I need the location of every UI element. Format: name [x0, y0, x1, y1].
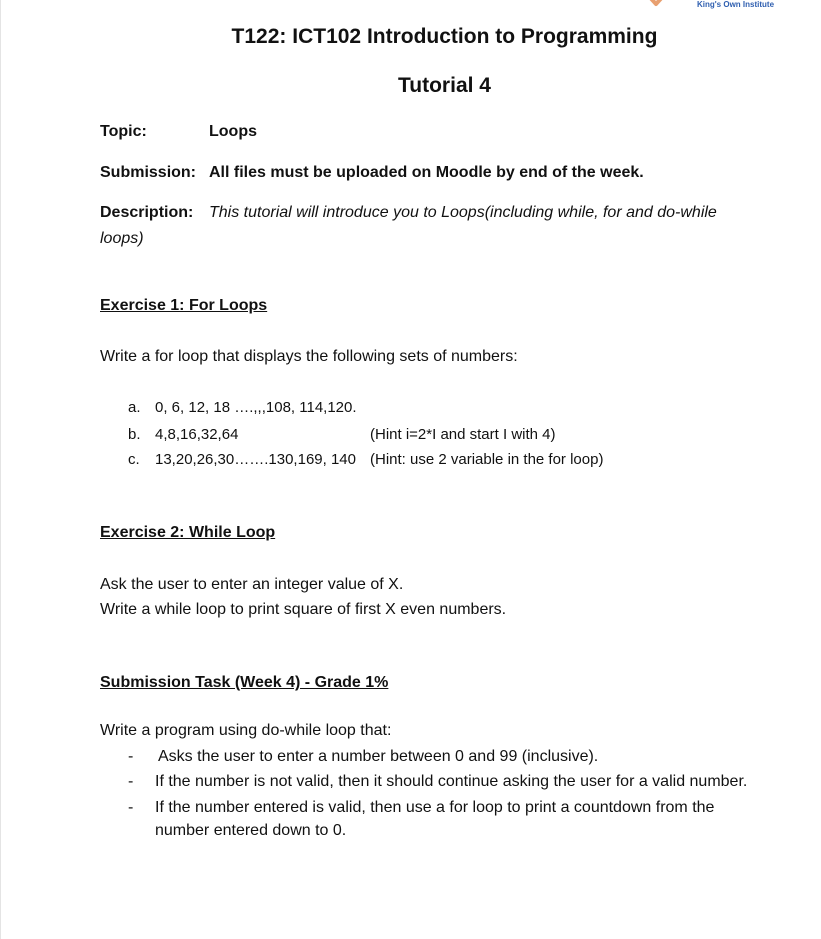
exercise2-line2: Write a while loop to print square of first X even numbers.	[100, 601, 507, 618]
submission-bullet-3-line2: number entered down to 0.	[155, 822, 347, 839]
page-edge	[0, 0, 1, 939]
submission-bullet-3-line1: If the number entered is valid, then use a for loop to print a countdown from the	[155, 799, 715, 816]
exercise1-intro: Write a for loop that displays the following sets of numbers:	[100, 348, 518, 365]
exercise1-item-letter: a.	[128, 399, 141, 416]
topic-value: Loops	[209, 123, 257, 140]
exercise1-item-text: 13,20,26,30…….130,169, 140	[155, 451, 356, 468]
bullet-dash: -	[128, 773, 134, 790]
description-value-line2: loops)	[100, 230, 144, 247]
submission-value: All files must be uploaded on Moodle by end of the week.	[209, 164, 644, 181]
institute-logo-icon	[642, 0, 670, 12]
submission-bullet-2: If the number is not valid, then it should continue asking the user for a valid number.	[155, 773, 748, 790]
submission-label: Submission:	[100, 164, 197, 181]
exercise2-line1: Ask the user to enter an integer value of X.	[100, 576, 404, 593]
topic-label: Topic:	[100, 123, 147, 140]
bullet-dash: -	[128, 799, 134, 816]
submission-task-heading: Submission Task (Week 4) - Grade 1%	[100, 674, 389, 691]
document-subtitle: Tutorial 4	[398, 74, 491, 97]
submission-task-intro: Write a program using do-while loop that:	[100, 722, 392, 739]
exercise1-item-text: 0, 6, 12, 18 ….,,,108, 114,120.	[155, 399, 357, 416]
exercise2-heading: Exercise 2: While Loop	[100, 524, 276, 541]
exercise1-item-hint: (Hint: use 2 variable in the for loop)	[370, 451, 604, 468]
exercise1-item-hint: (Hint i=2*I and start I with 4)	[370, 426, 556, 443]
description-value-line1: This tutorial will introduce you to Loops(including while, for and do-while	[209, 204, 717, 221]
document-title: T122: ICT102 Introduction to Programming	[231, 25, 658, 48]
description-label: Description:	[100, 204, 194, 221]
exercise1-item-letter: c.	[128, 451, 140, 468]
exercise1-heading: Exercise 1: For Loops	[100, 297, 268, 314]
exercise1-item-letter: b.	[128, 426, 141, 443]
submission-bullet-1: Asks the user to enter a number between 0 and 99 (inclusive).	[158, 748, 599, 765]
institute-logo-text: King's Own Institute	[697, 0, 775, 9]
exercise1-item-text: 4,8,16,32,64	[155, 426, 239, 443]
bullet-dash: -	[128, 748, 134, 765]
